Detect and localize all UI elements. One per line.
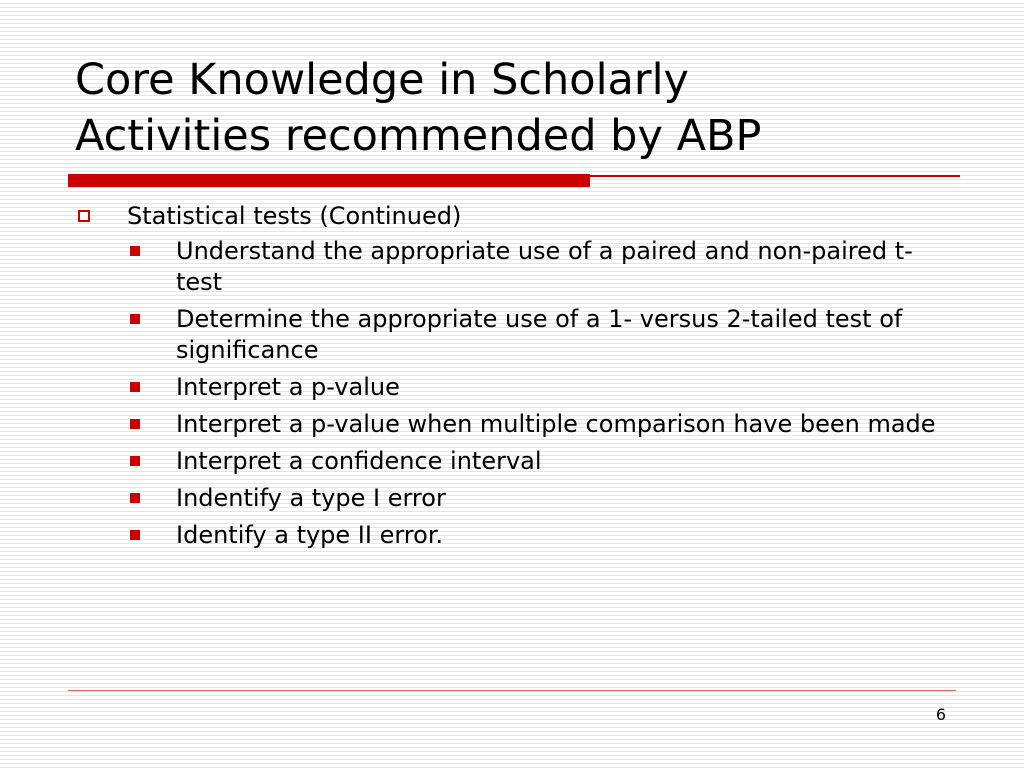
- slide-title: [75, 52, 955, 164]
- sub-bullet-text: Identify a type II error.: [176, 521, 444, 549]
- hollow-square-bullet-icon: [78, 210, 90, 222]
- sub-bullet-text: Interpret a confidence interval: [176, 447, 542, 475]
- sub-bullet-text: Determine the appropriate use of a 1- versus 2-tailed test of significance: [176, 305, 903, 364]
- filled-square-bullet-icon: [130, 246, 140, 256]
- title-line-1: Core Knowledge in Scholarly: [75, 55, 689, 105]
- filled-square-bullet-icon: [130, 382, 140, 392]
- sub-bullet-text: Indentify a type I error: [176, 484, 446, 512]
- page-number: 6: [935, 705, 946, 724]
- sub-bullet-item: [75, 304, 946, 366]
- sub-bullet-item: [75, 372, 946, 403]
- bullet-text: Statistical tests (Continued): [127, 202, 462, 230]
- footer-divider: [68, 690, 956, 691]
- sub-bullet-text: Interpret a p-value: [176, 373, 400, 401]
- filled-square-bullet-icon: [130, 456, 140, 466]
- filled-square-bullet-icon: [130, 530, 140, 540]
- filled-square-bullet-icon: [130, 419, 140, 429]
- title-underline-line: [590, 175, 960, 177]
- sub-bullet-item: [75, 446, 946, 477]
- title-underline-bar: [68, 174, 590, 187]
- sub-bullet-list: [75, 236, 955, 551]
- sub-bullet-text: Interpret a p-value when multiple comparison have been made: [176, 410, 936, 438]
- slide-body: [75, 201, 955, 557]
- sub-bullet-item: [75, 409, 946, 440]
- sub-bullet-text: Understand the appropriate use of a paired and non-paired t-test: [176, 237, 913, 296]
- title-line-2: Activities recommended by ABP: [75, 111, 762, 161]
- sub-bullet-item: [75, 520, 946, 551]
- bullet-item: [75, 201, 955, 232]
- sub-bullet-item: [75, 236, 946, 298]
- sub-bullet-item: [75, 483, 946, 514]
- filled-square-bullet-icon: [130, 493, 140, 503]
- filled-square-bullet-icon: [130, 314, 140, 324]
